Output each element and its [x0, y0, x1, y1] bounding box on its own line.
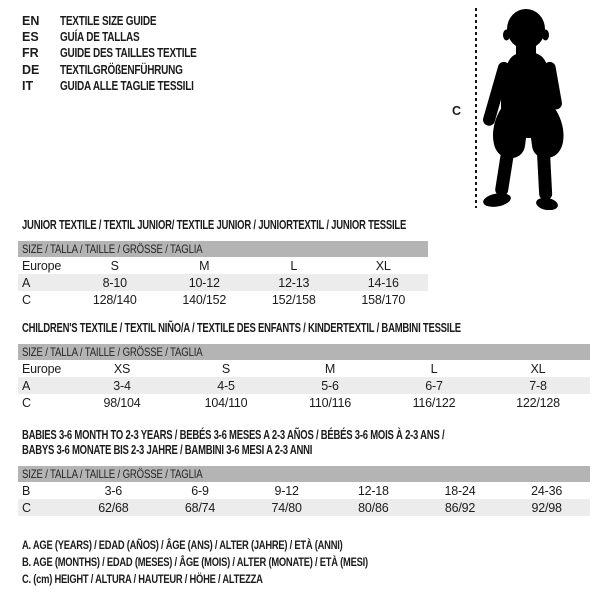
table-cell: 158/170: [361, 292, 406, 307]
measure-label-c: C: [452, 104, 462, 118]
table-cell: XL: [530, 361, 546, 376]
language-code: IT: [22, 78, 34, 93]
table-cell: 24-36: [531, 483, 563, 498]
size-header-bar: SIZE / TALLA / TAILLE / GRÖSSE / TAGLIA: [18, 466, 590, 482]
language-row-en: [22, 13, 231, 29]
table-cell: 128/140: [92, 292, 137, 307]
language-header: [22, 13, 231, 94]
row-label: B: [22, 483, 31, 498]
table-cell: S: [221, 361, 231, 376]
table-cell: M: [324, 361, 336, 376]
table-cell: 140/152: [182, 292, 227, 307]
language-label: GUÍA DE TALLAS: [60, 30, 140, 45]
legend-note-b: B. AGE (MONTHS) / EDAD (MESES) / ÂGE (MOIS) / ALTER (MONATE) / ETÀ (MESI): [22, 555, 368, 569]
language-code: FR: [22, 46, 39, 61]
table-row: [18, 257, 428, 274]
legend-notes: [22, 537, 465, 588]
table-cell: 86/92: [444, 500, 476, 515]
table-cell: 12-13: [278, 275, 310, 290]
babies-textile-table: [18, 428, 590, 516]
table-body: [18, 257, 428, 308]
table-title: CHILDREN'S TEXTILE / TEXTIL NIÑO/A / TEXTILE DES ENFANTS / KINDERTEXTIL / BAMBINI TESSILE: [22, 321, 461, 335]
table-cell: 3-4: [113, 378, 131, 393]
language-row-it: [22, 78, 231, 94]
size-header-bar: SIZE / TALLA / TAILLE / GRÖSSE / TAGLIA: [18, 344, 590, 360]
table-cell: 152/158: [271, 292, 316, 307]
table-cell: 4-5: [217, 378, 235, 393]
table-cell: M: [199, 258, 210, 273]
table-cell: L: [290, 258, 298, 273]
table-title: JUNIOR TEXTILE / TEXTIL JUNIOR/ TEXTILE JUNIOR / JUNIORTEXTIL / JUNIOR TESSILE: [22, 218, 407, 232]
table-cell: 8-10: [102, 275, 127, 290]
table-body: [18, 482, 590, 516]
row-label: Europe: [22, 258, 62, 273]
language-code: EN: [22, 14, 40, 28]
table-cell: 74/80: [271, 500, 302, 515]
table-title: BABIES 3-6 MONTH TO 2-3 YEARS / BEBÉS 3-6 MESES A 2-3 AÑOS / BÉBÉS 3-6 MOIS À 2-3 ANS / BABYS 3-6 MONATE BIS 2-3 JAHRE / BAMBINI 3-6 MESI A 2-3 ANNI: [22, 428, 445, 457]
language-row-fr: [22, 45, 231, 61]
table-cell: 18-24: [444, 483, 476, 498]
table-cell: 3-6: [104, 483, 123, 498]
language-row-de: [22, 62, 231, 78]
table-cell: 98/104: [103, 395, 141, 410]
legend-note-a: A. AGE (YEARS) / EDAD (AÑOS) / ÂGE (ANS) / ALTER (JAHRE) / ETÀ (ANNI): [22, 538, 343, 552]
table-cell: 92/98: [531, 500, 562, 515]
language-code: ES: [22, 30, 39, 45]
row-label: C: [22, 292, 31, 307]
baby-silhouette-icon: [481, 8, 573, 210]
row-label: A: [22, 378, 31, 393]
table-cell: 6-7: [425, 378, 443, 393]
language-code: DE: [22, 62, 40, 77]
legend-note-c: C. (cm) HEIGHT / ALTURA / HAUTEUR / HÖHE / ALTEZZA: [22, 572, 263, 586]
table-cell: 14-16: [367, 275, 399, 290]
row-label: Europe: [22, 361, 62, 376]
language-label: GUIDA ALLE TAGLIE TESSILI: [60, 78, 194, 93]
height-measure-dotted-line-icon: [475, 8, 477, 208]
table-cell: 5-6: [321, 378, 339, 393]
junior-textile-table: [18, 218, 428, 308]
language-label: TEXTILGRÖßENFÜHRUNG: [60, 62, 183, 77]
table-cell: 10-12: [188, 275, 220, 290]
table-cell: 9-12: [274, 483, 299, 498]
size-header-bar: SIZE / TALLA / TAILLE / GRÖSSE / TAGLIA: [18, 241, 428, 257]
table-cell: 122/128: [516, 395, 560, 410]
table-row: [18, 394, 590, 411]
row-label: C: [22, 395, 31, 410]
language-row-es: [22, 29, 231, 45]
table-cell: 6-9: [191, 483, 209, 498]
table-cell: 62/68: [98, 500, 129, 515]
table-cell: 80/86: [358, 500, 389, 515]
language-label: GUIDE DES TAILLES TEXTILE: [60, 46, 197, 61]
table-cell: S: [110, 258, 119, 273]
table-cell: L: [430, 361, 438, 376]
table-cell: 116/122: [412, 395, 456, 410]
table-row: [18, 377, 590, 394]
row-label: A: [22, 275, 31, 290]
childrens-textile-table: [18, 321, 590, 411]
table-row: [18, 274, 428, 291]
table-row: [18, 291, 428, 308]
table-cell: 104/110: [204, 395, 248, 410]
table-cell: XS: [113, 361, 131, 376]
table-cell: 12-18: [357, 483, 389, 498]
table-cell: 7-8: [529, 378, 547, 393]
table-row: [18, 482, 590, 499]
table-row: [18, 360, 590, 377]
table-body: [18, 360, 590, 411]
table-row: [18, 499, 590, 516]
table-cell: 68/74: [184, 500, 216, 515]
row-label: C: [22, 500, 31, 515]
language-label: TEXTILE SIZE GUIDE: [60, 14, 157, 28]
table-cell: XL: [375, 258, 391, 273]
table-cell: 110/116: [309, 395, 351, 410]
